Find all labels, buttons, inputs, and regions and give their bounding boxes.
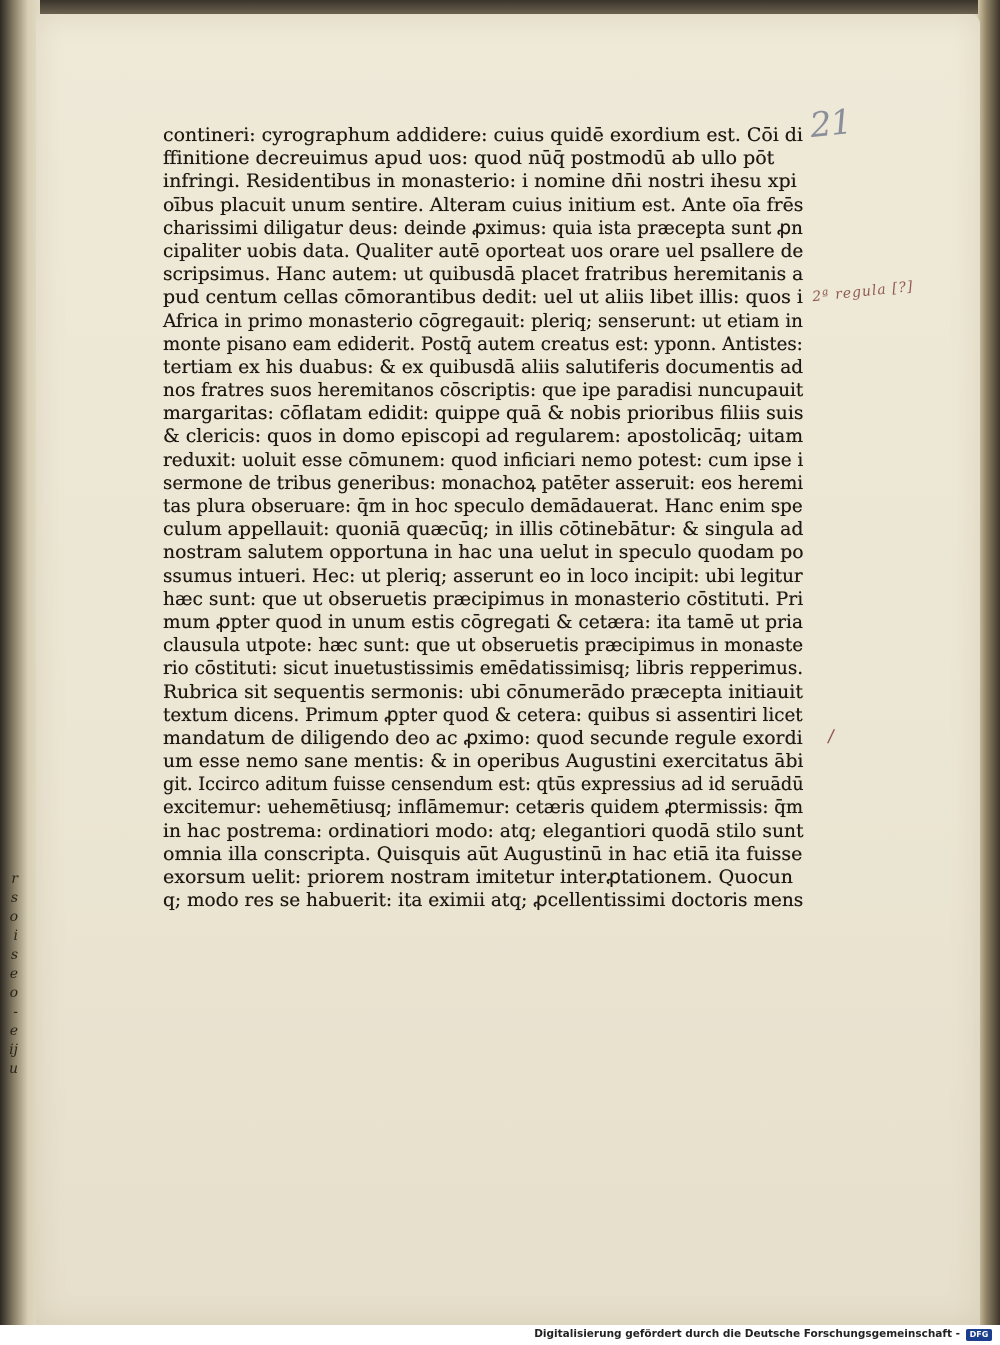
text-line: ssumus intueri. Hec: ut pleriq; asserunt eo in loco incipit: ubi legitur bbox=[163, 564, 803, 587]
text-line: nostram salutem opportuna in hac una uelut in speculo quodam po bbox=[163, 541, 804, 564]
text-line: mandatum de diligendo deo ac ꝓximo: quod secunde regule exordi bbox=[163, 726, 803, 749]
printed-text-block bbox=[163, 124, 803, 912]
footer-credit-text: Digitalisierung gefördert durch die Deutsche Forschungsgemeinschaft - bbox=[534, 1328, 960, 1340]
text-line: git. Iccirco aditum fuisse censendum est: qtūs expressius ad id seruādū bbox=[163, 773, 804, 796]
binding-top-shadow bbox=[36, 0, 980, 14]
text-line: mum ꝓpter quod in unum estis cōgregati & cetæra: ita tamē ut pria bbox=[163, 610, 804, 633]
text-line: omnia illa conscripta. Quisquis aūt Augustinū in hac etiā ita fuisse bbox=[163, 842, 803, 865]
text-line: rio cōstituti: sicut inuetustissimis emēdatissimisq; libris repperimus. bbox=[163, 657, 804, 680]
text-line: tas plura obseruare: q̄m in hoc speculo demādauerat. Hanc enim spe bbox=[163, 495, 803, 517]
text-line: scripsimus. Hanc autem: ut quibusdā placet fratribus heremitanis a bbox=[163, 263, 804, 286]
facing-page-fragments bbox=[0, 870, 18, 1079]
footer-bar bbox=[0, 1325, 1000, 1345]
text-line: hæc sunt: que ut obseruetis præcipimus in monasterio cōstituti. Pri bbox=[163, 587, 804, 610]
binding-gutter bbox=[0, 0, 40, 1325]
text-line: reduxit: uoluit esse cōmunem: quod inficiari nemo potest: cum ipse i bbox=[163, 448, 804, 471]
text-line: q; modo res se habuerit: ita eximii atq; ꝓcellentissimi doctoris mens bbox=[163, 889, 804, 912]
facing-page-letter: e bbox=[9, 1023, 18, 1039]
text-line: Africa in primo monasterio cōgregauit: pleriq; senserunt: ut etiam in bbox=[163, 309, 803, 332]
facing-page-letter: u bbox=[8, 1061, 18, 1077]
facing-page-letter: o bbox=[9, 985, 18, 1001]
facing-page-letter: o bbox=[9, 909, 18, 925]
text-line: monte pisano eam ediderit. Postq̄ autem creatus est: yponn. Antistes: bbox=[163, 332, 803, 355]
facing-page-letter: r bbox=[11, 871, 18, 887]
facing-page-letter: i bbox=[13, 928, 18, 944]
page-edge-right bbox=[978, 0, 1000, 1325]
dfg-logo: DFG bbox=[966, 1329, 992, 1341]
text-line: excitemur: uehemētiusq; inflāmemur: cetæris quidem ꝓtermissis: q̄m bbox=[163, 796, 804, 819]
text-line: um esse nemo sane mentis: & in operibus Augustini exercitatus ābi bbox=[163, 750, 804, 773]
text-line: margaritas: cōflatam edidit: quippe quā & nobis prioribus filiis suis bbox=[163, 402, 804, 425]
margin-mark: / bbox=[826, 725, 836, 748]
facing-page-letter: s bbox=[10, 947, 18, 963]
text-line: tertiam ex his duabus: & ex quibusdā aliis salutiferis documentis ad bbox=[163, 355, 804, 378]
text-line: oībus placuit unum sentire. Alteram cuius initium est. Ante oīa frēs bbox=[163, 193, 804, 216]
facing-page-letter: - bbox=[13, 1004, 18, 1020]
facing-page-letter: ij bbox=[9, 1042, 18, 1058]
text-line: nos fratres suos heremitanos cōscriptis: que ipe paradisi nuncupauit bbox=[163, 379, 804, 402]
text-line: charissimi diligatur deus: deinde ꝓximus: quia ista præcepta sunt ꝓn bbox=[163, 216, 803, 239]
text-line: textum dicens. Primum ꝓpter quod & cetera: quibus si assentiri licet bbox=[163, 703, 803, 726]
text-line: exorsum uelit: priorem nostram imitetur interꝓtationem. Quocun bbox=[163, 866, 793, 888]
text-line: & clericis: quos in domo episcopi ad regularem: apostolicāq; uitam bbox=[163, 425, 804, 448]
text-line: ffinitione decreuimus apud uos: quod nūq̄ postmodū ab ullo pōt bbox=[163, 147, 775, 170]
facing-page-letter: s bbox=[10, 890, 18, 906]
text-line: cipaliter uobis data. Qualiter autē oporteat uos orare uel psallere de bbox=[163, 239, 804, 262]
text-line: contineri: cyrographum addidere: cuius quidē exordium est. Cōi di bbox=[163, 124, 803, 146]
text-line: infringi. Residentibus in monasterio: i nomine dn̄i nostri ihesu xpi bbox=[163, 170, 797, 193]
marginal-note: 2ª regula [?] bbox=[811, 278, 915, 306]
folio-number: 21 bbox=[808, 101, 854, 147]
text-line: pud centum cellas cōmorantibus dedit: uel ut aliis libet illis: quos i bbox=[163, 286, 803, 309]
facing-page-letter: e bbox=[9, 966, 18, 982]
text-line: culum appellauit: quoniā quæcūq; in illis cōtinebātur: & singula ad bbox=[163, 518, 804, 541]
text-line: Rubrica sit sequentis sermonis: ubi cōnumerādo præcepta initiauit bbox=[163, 680, 803, 703]
text-line: sermone de tribus generibus: monachoꝝ patēter asseruit: eos heremi bbox=[163, 471, 804, 494]
text-line: clausula utpote: hæc sunt: que ut obseruetis præcipimus in monaste bbox=[163, 634, 804, 657]
text-line: in hac postrema: ordinatiori modo: atq; elegantiori quodā stilo sunt bbox=[163, 819, 804, 842]
